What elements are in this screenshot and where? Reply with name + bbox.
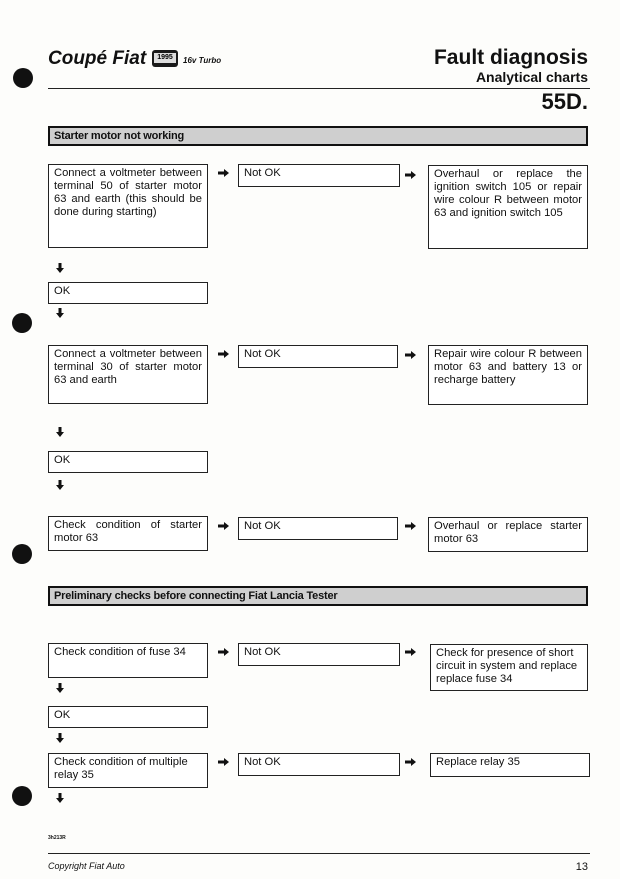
binder-hole-icon — [12, 544, 32, 564]
header-divider — [48, 88, 590, 89]
engine-label: 16v Turbo — [183, 56, 222, 65]
check-box: Check condition of starter motor 63 — [48, 516, 208, 551]
result-box: Not OK — [238, 345, 398, 368]
arrow-right-icon — [405, 522, 416, 530]
result-box: Not OK — [238, 517, 398, 540]
page-title: Fault diagnosis — [433, 46, 588, 69]
brand-name: Coupé Fiat — [48, 48, 147, 69]
arrow-right-icon — [405, 351, 416, 359]
arrow-down-icon — [56, 308, 64, 318]
arrow-right-icon — [218, 522, 229, 530]
check-box: Check condition of multiple relay 35 — [48, 753, 208, 788]
arrow-right-icon — [218, 758, 229, 766]
arrow-right-icon — [218, 648, 229, 656]
arrow-right-icon — [218, 169, 229, 177]
action-box: Overhaul or replace the ignition switch 105 or repair wire colour R between motor 63 and ignition switch 105 — [428, 165, 588, 249]
ok-box: OK — [48, 282, 208, 304]
action-box: Repair wire colour R between motor 63 and battery 13 or recharge battery — [428, 345, 588, 405]
binder-hole-icon — [12, 313, 32, 333]
ok-box: OK — [48, 706, 208, 728]
arrow-right-icon — [405, 648, 416, 656]
action-box: Replace relay 35 — [430, 753, 590, 777]
result-box: Not OK — [238, 164, 400, 187]
arrow-right-icon — [405, 171, 416, 179]
check-box: Connect a voltmeter between terminal 30 of starter motor 63 and earth — [48, 345, 208, 404]
arrow-down-icon — [56, 427, 64, 437]
binder-hole-icon — [13, 68, 33, 88]
page-number: 13 — [575, 861, 588, 873]
check-box: Connect a voltmeter between terminal 50 of starter motor 63 and earth (this should be done during starting) — [48, 164, 208, 248]
arrow-down-icon — [56, 793, 64, 803]
arrow-down-icon — [56, 683, 64, 693]
section-title: Preliminary checks before connecting Fiat Lancia Tester — [54, 590, 338, 602]
arrow-down-icon — [56, 263, 64, 273]
page-subtitle: Analytical charts — [475, 69, 588, 85]
section-header-starter — [48, 126, 588, 146]
action-box: Overhaul or replace starter motor 63 — [428, 517, 588, 552]
copyright: Copyright Fiat Auto — [48, 861, 125, 871]
section-title: Starter motor not working — [54, 130, 185, 142]
footer-divider — [48, 853, 590, 854]
result-box: Not OK — [238, 643, 400, 666]
result-box: Not OK — [238, 753, 400, 776]
check-box: Check condition of fuse 34 — [48, 643, 208, 678]
arrow-right-icon — [405, 758, 416, 766]
year-badge-label: 1995 — [154, 53, 176, 63]
binder-hole-icon — [12, 786, 32, 806]
section-code: 55D. — [541, 89, 588, 114]
document-code: 3h213R — [48, 835, 66, 841]
action-box: Check for presence of short circuit in system and replace replace fuse 34 — [430, 644, 588, 691]
year-badge — [152, 50, 178, 67]
arrow-down-icon — [56, 480, 64, 490]
arrow-down-icon — [56, 733, 64, 743]
ok-box: OK — [48, 451, 208, 473]
section-header-preliminary — [48, 586, 588, 606]
arrow-right-icon — [218, 350, 229, 358]
